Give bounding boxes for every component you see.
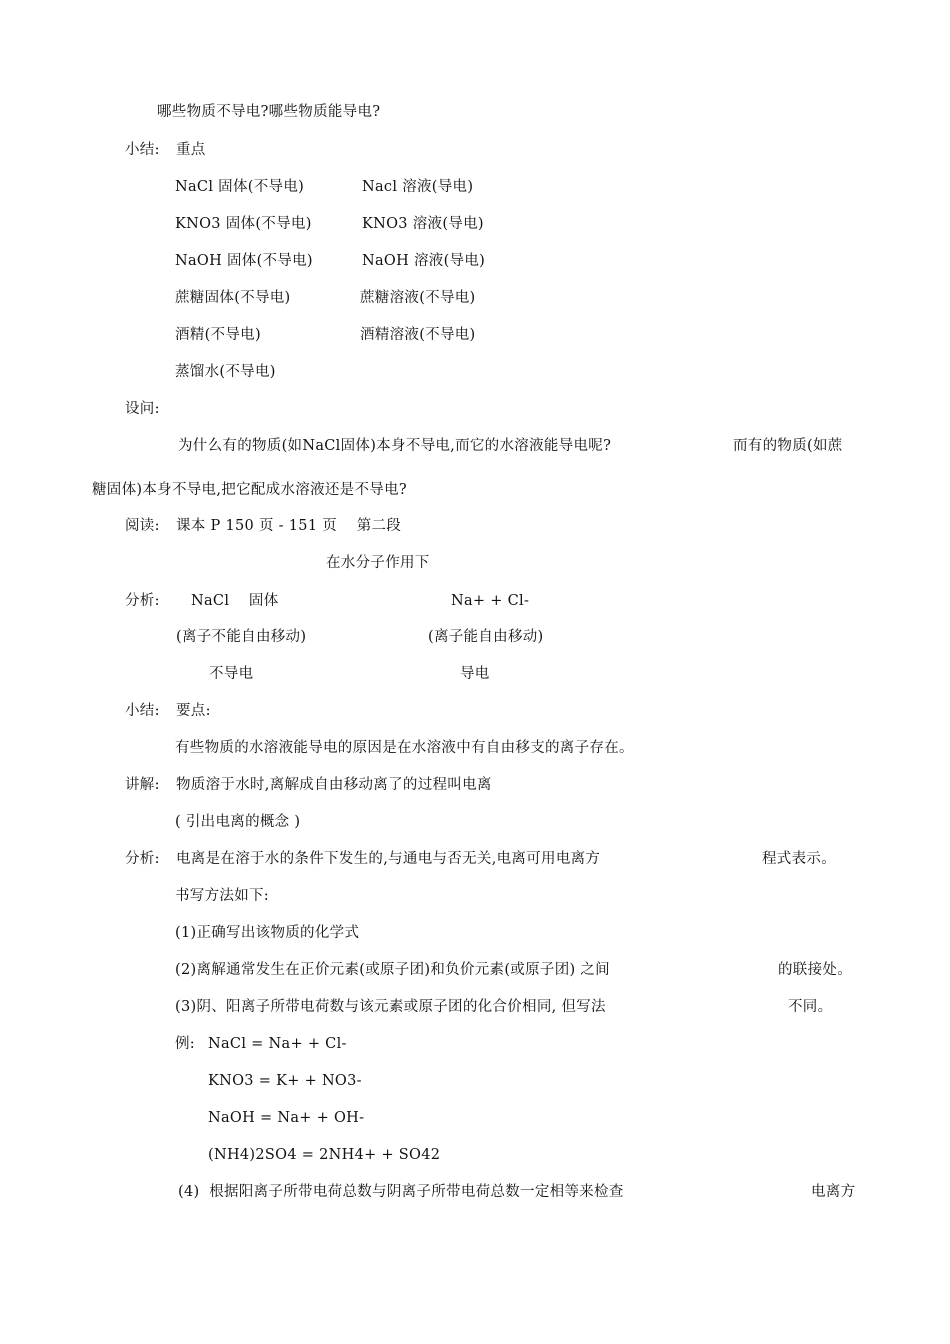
question-label: 设问: (125, 401, 160, 417)
reading-text: 课本 P 150 页 - 151 页 第二段 (176, 518, 402, 534)
analysis1-left-formula: NaCl 固体 (191, 593, 279, 609)
analysis1-right-state: (离子能自由移动) (428, 629, 544, 645)
summary1-row-6-left: 蒸馏水(不导电) (175, 364, 276, 380)
summary1-row-3-left: NaOH 固体(不导电) (175, 253, 313, 269)
analysis2-text-b: 程式表示。 (762, 851, 836, 867)
analysis2-step4a: (4) 根据阳离子所带电荷总数与阴离子所带电荷总数一定相等来检查 (178, 1184, 624, 1200)
summary1-row-3-right: NaOH 溶液(导电) (362, 253, 486, 269)
analysis2-step2a: (2)离解通常发生在正价元素(或原子团)和负价元素(或原子团) 之间 (175, 962, 610, 978)
analysis1-condition: 在水分子作用下 (326, 555, 430, 571)
summary1-row-4-right: 蔗糖溶液(不导电) (360, 290, 476, 306)
summary1-row-1-right: Nacl 溶液(导电) (362, 179, 474, 195)
summary2-label: 小结: (125, 703, 160, 719)
reading-label: 阅读: (125, 518, 160, 534)
analysis2-label: 分析: (125, 851, 160, 867)
question-line1a: 为什么有的物质(如NaCl固体)本身不导电,而它的水溶液能导电呢? (178, 438, 612, 454)
example-2: KNO3 = K+ + NO3- (208, 1073, 362, 1089)
summary1-row-2-left: KNO3 固体(不导电) (175, 216, 312, 232)
example-label: 例: (175, 1036, 195, 1052)
summary1-row-4-left: 蔗糖固体(不导电) (175, 290, 291, 306)
summary1-row-5-right: 酒精溶液(不导电) (360, 327, 476, 343)
summary1-row-2-right: KNO3 溶液(导电) (362, 216, 484, 232)
analysis1-right-formula: Na+ + Cl- (451, 593, 530, 609)
analysis2-step4b: 电离方 (811, 1184, 856, 1200)
analysis2-step2b: 的联接处。 (778, 962, 852, 978)
summary1-title: 重点 (176, 142, 206, 158)
summary1-label: 小结: (125, 142, 160, 158)
analysis2-step1: (1)正确写出该物质的化学式 (175, 925, 360, 941)
analysis2-method: 书写方法如下: (175, 888, 269, 904)
example-3: NaOH = Na+ + OH- (208, 1110, 365, 1126)
example-1: NaCl = Na+ + Cl- (208, 1036, 347, 1052)
example-4: (NH4)2SO4 = 2NH4+ + SO42 (208, 1147, 441, 1163)
analysis2-text-a: 电离是在溶于水的条件下发生的,与通电与否无关,电离可用电离方 (176, 851, 601, 867)
analysis1-right-result: 导电 (460, 666, 490, 682)
analysis2-step3a: (3)阴、阳离子所带电荷数与该元素或原子团的化合价相同, 但写法 (175, 999, 606, 1015)
analysis1-label: 分析: (125, 593, 160, 609)
summary1-row-1-left: NaCl 固体(不导电) (175, 179, 305, 195)
summary2-title: 要点: (176, 703, 211, 719)
analysis1-left-result: 不导电 (209, 666, 254, 682)
intro-question: 哪些物质不导电?哪些物质能导电? (157, 104, 381, 120)
summary2-text: 有些物质的水溶液能导电的原因是在水溶液中有自由移支的离子存在。 (175, 740, 634, 756)
analysis2-step3b: 不同。 (788, 999, 833, 1015)
explain-label: 讲解: (125, 777, 160, 793)
analysis1-left-state: (离子不能自由移动) (176, 629, 307, 645)
question-line2: 糖固体)本身不导电,把它配成水溶液还是不导电? (92, 482, 407, 498)
question-line1b: 而有的物质(如蔗 (733, 438, 843, 454)
summary1-row-5-left: 酒精(不导电) (175, 327, 261, 343)
explain-note: ( 引出电离的概念 ) (175, 814, 301, 830)
explain-text: 物质溶于水时,离解成自由移动离了的过程叫电离 (176, 777, 492, 793)
